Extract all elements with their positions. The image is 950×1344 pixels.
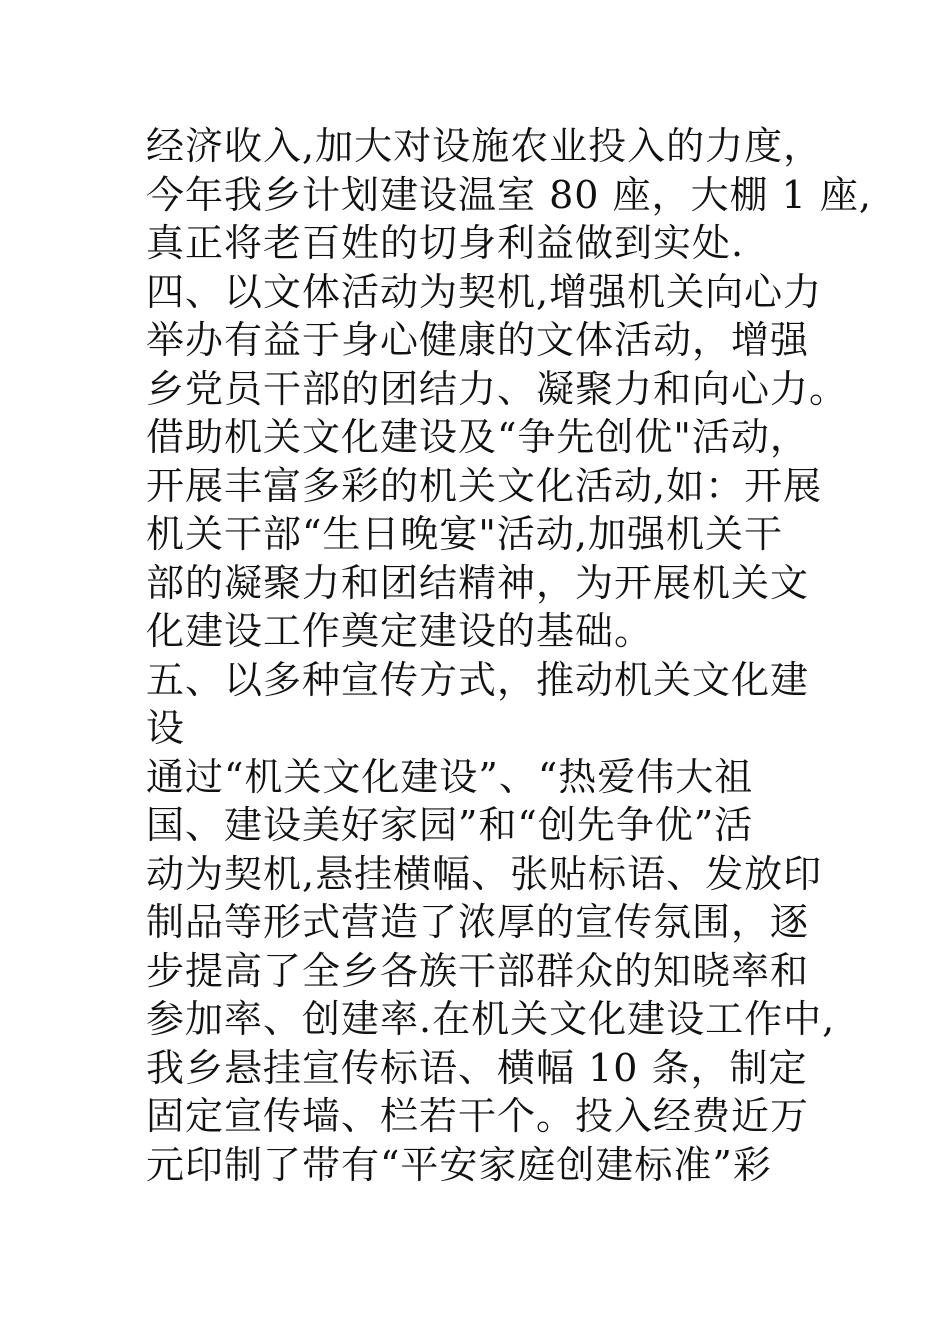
text-line: 元印制了带有“平安家庭创建标准”彩 [146, 1142, 772, 1187]
document-body-text [146, 122, 936, 1189]
text-line: 乡党员干部的团结力、凝聚力和向心力。 [146, 366, 849, 411]
text-line: 举办有益于身心健康的文体活动，增强 [146, 318, 810, 362]
text-line: 开展丰富多彩的机关文化活动,如：开展 [146, 463, 823, 508]
text-line: 固定宣传墙、栏若干个。投入经费近万 [146, 1094, 810, 1138]
section-heading-five: 五、以多种宣传方式，推动机关文化建 [146, 657, 810, 702]
text-line: 我乡悬挂宣传标语、横幅 10 条，制定 [146, 1045, 808, 1090]
section-heading-five-cont: 设 [146, 706, 186, 750]
text-line: 化建设工作奠定建设的基础。 [146, 609, 654, 653]
text-line: 通过“机关文化建设”、“热爱伟大祖 [146, 754, 754, 799]
text-line: 动为契机,悬挂横幅、张贴标语、发放印 [146, 851, 823, 896]
text-line: 经济收入,加大对设施农业投入的力度， [146, 124, 823, 168]
text-line: 制品等形式营造了浓厚的宣传氛围，逐 [146, 900, 810, 944]
text-line: 国、建设美好家园”和“创先争优”活 [146, 803, 754, 847]
text-line: 部的凝聚力和团结精神，为开展机关文 [146, 560, 810, 605]
section-heading-four: 四、以文体活动为契机,增强机关向心力 [146, 269, 823, 314]
text-line: 借助机关文化建设及“争先创优"活动， [146, 415, 809, 459]
text-line: 机关干部“生日晚宴"活动,加强机关干 [146, 512, 783, 556]
text-line: 真正将老百姓的切身利益做到实处. [146, 221, 745, 265]
text-line: 今年我乡计划建设温室 80 座，大棚 1 座, [146, 172, 872, 217]
text-line: 参加率、创建率.在机关文化建设工作中, [146, 997, 836, 1041]
text-line: 步提高了全乡各族干部群众的知晓率和 [146, 948, 810, 993]
